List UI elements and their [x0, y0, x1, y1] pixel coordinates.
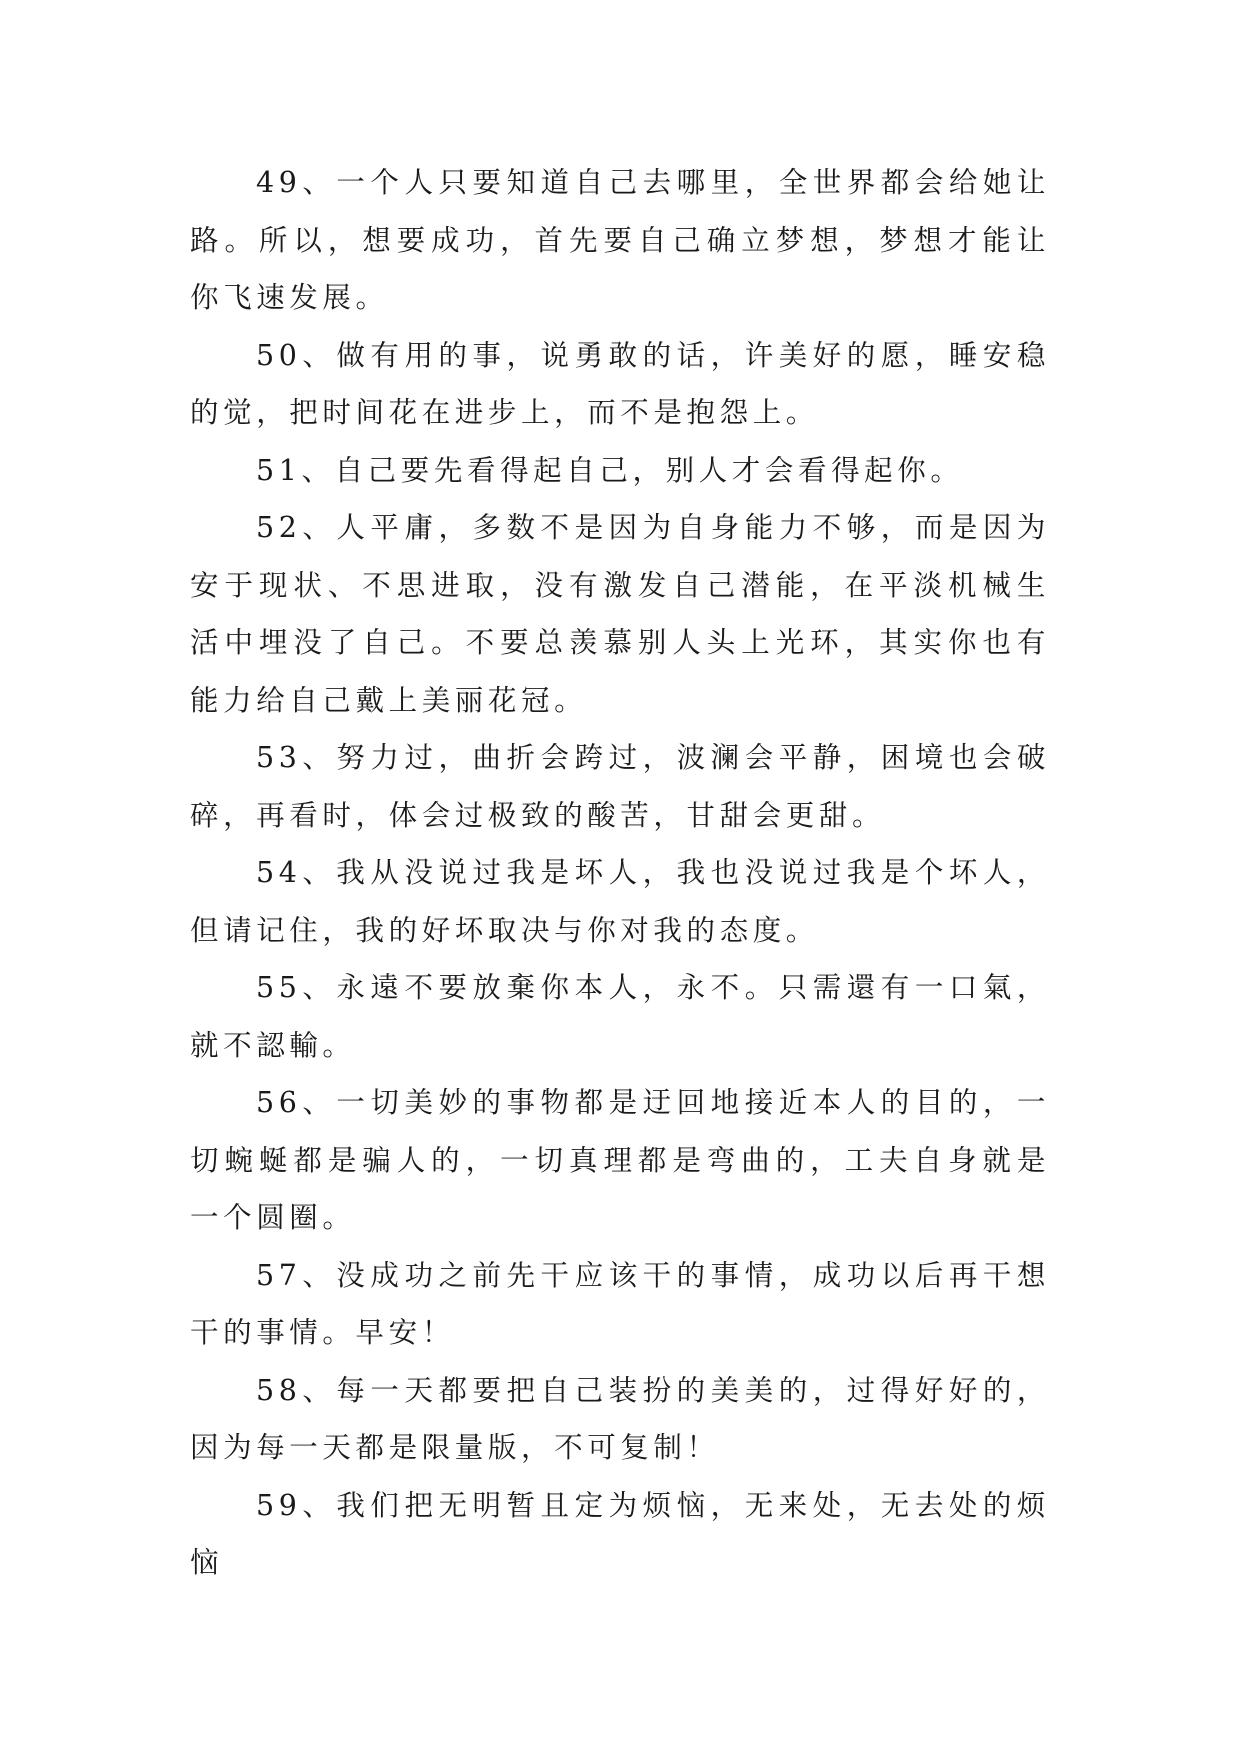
paragraph-49: 49、一个人只要知道自己去哪里，全世界都会给她让路。所以，想要成功，首先要自己确立梦想，梦想才能让你飞速发展。: [190, 166, 1050, 314]
paragraph-59: 59、我们把无明暂且定为烦恼，无来处，无去处的烦恼: [190, 1488, 1050, 1579]
paragraph-55: 55、永遠不要放棄你本人，永不。只需還有一口氣，就不認輸。: [190, 971, 1050, 1062]
paragraph-57: 57、没成功之前先干应该干的事情，成功以后再干想干的事情。早安！: [190, 1258, 1050, 1349]
paragraph-52: 52、人平庸，多数不是因为自身能力不够，而是因为安于现状、不思进取，没有激发自己潜能，在平淡机械生活中埋没了自己。不要总羡慕别人头上光环，其实你也有能力给自己戴上美丽花冠。: [190, 511, 1050, 717]
paragraph-58: 58、每一天都要把自己装扮的美美的，过得好好的，因为每一天都是限量版，不可复制！: [190, 1373, 1050, 1464]
paragraph-54: 54、我从没说过我是坏人，我也没说过我是个坏人，但请记住，我的好坏取决与你对我的态度。: [190, 856, 1050, 947]
paragraph-53: 53、努力过，曲折会跨过，波澜会平静，困境也会破碎，再看时，体会过极致的酸苦，甘甜会更甜。: [190, 741, 1050, 832]
paragraph-51: 51、自己要先看得起自己，别人才会看得起你。: [256, 453, 964, 487]
paragraph-50: 50、做有用的事，说勇敢的话，许美好的愿，睡安稳的觉，把时间花在进步上，而不是抱怨上。: [190, 338, 1050, 429]
paragraph-56: 56、一切美妙的事物都是迂回地接近本人的目的，一切蜿蜒都是骗人的，一切真理都是弯曲的，工夫自身就是一个圆圈。: [190, 1086, 1050, 1234]
document-page: [190, 154, 1050, 1714]
